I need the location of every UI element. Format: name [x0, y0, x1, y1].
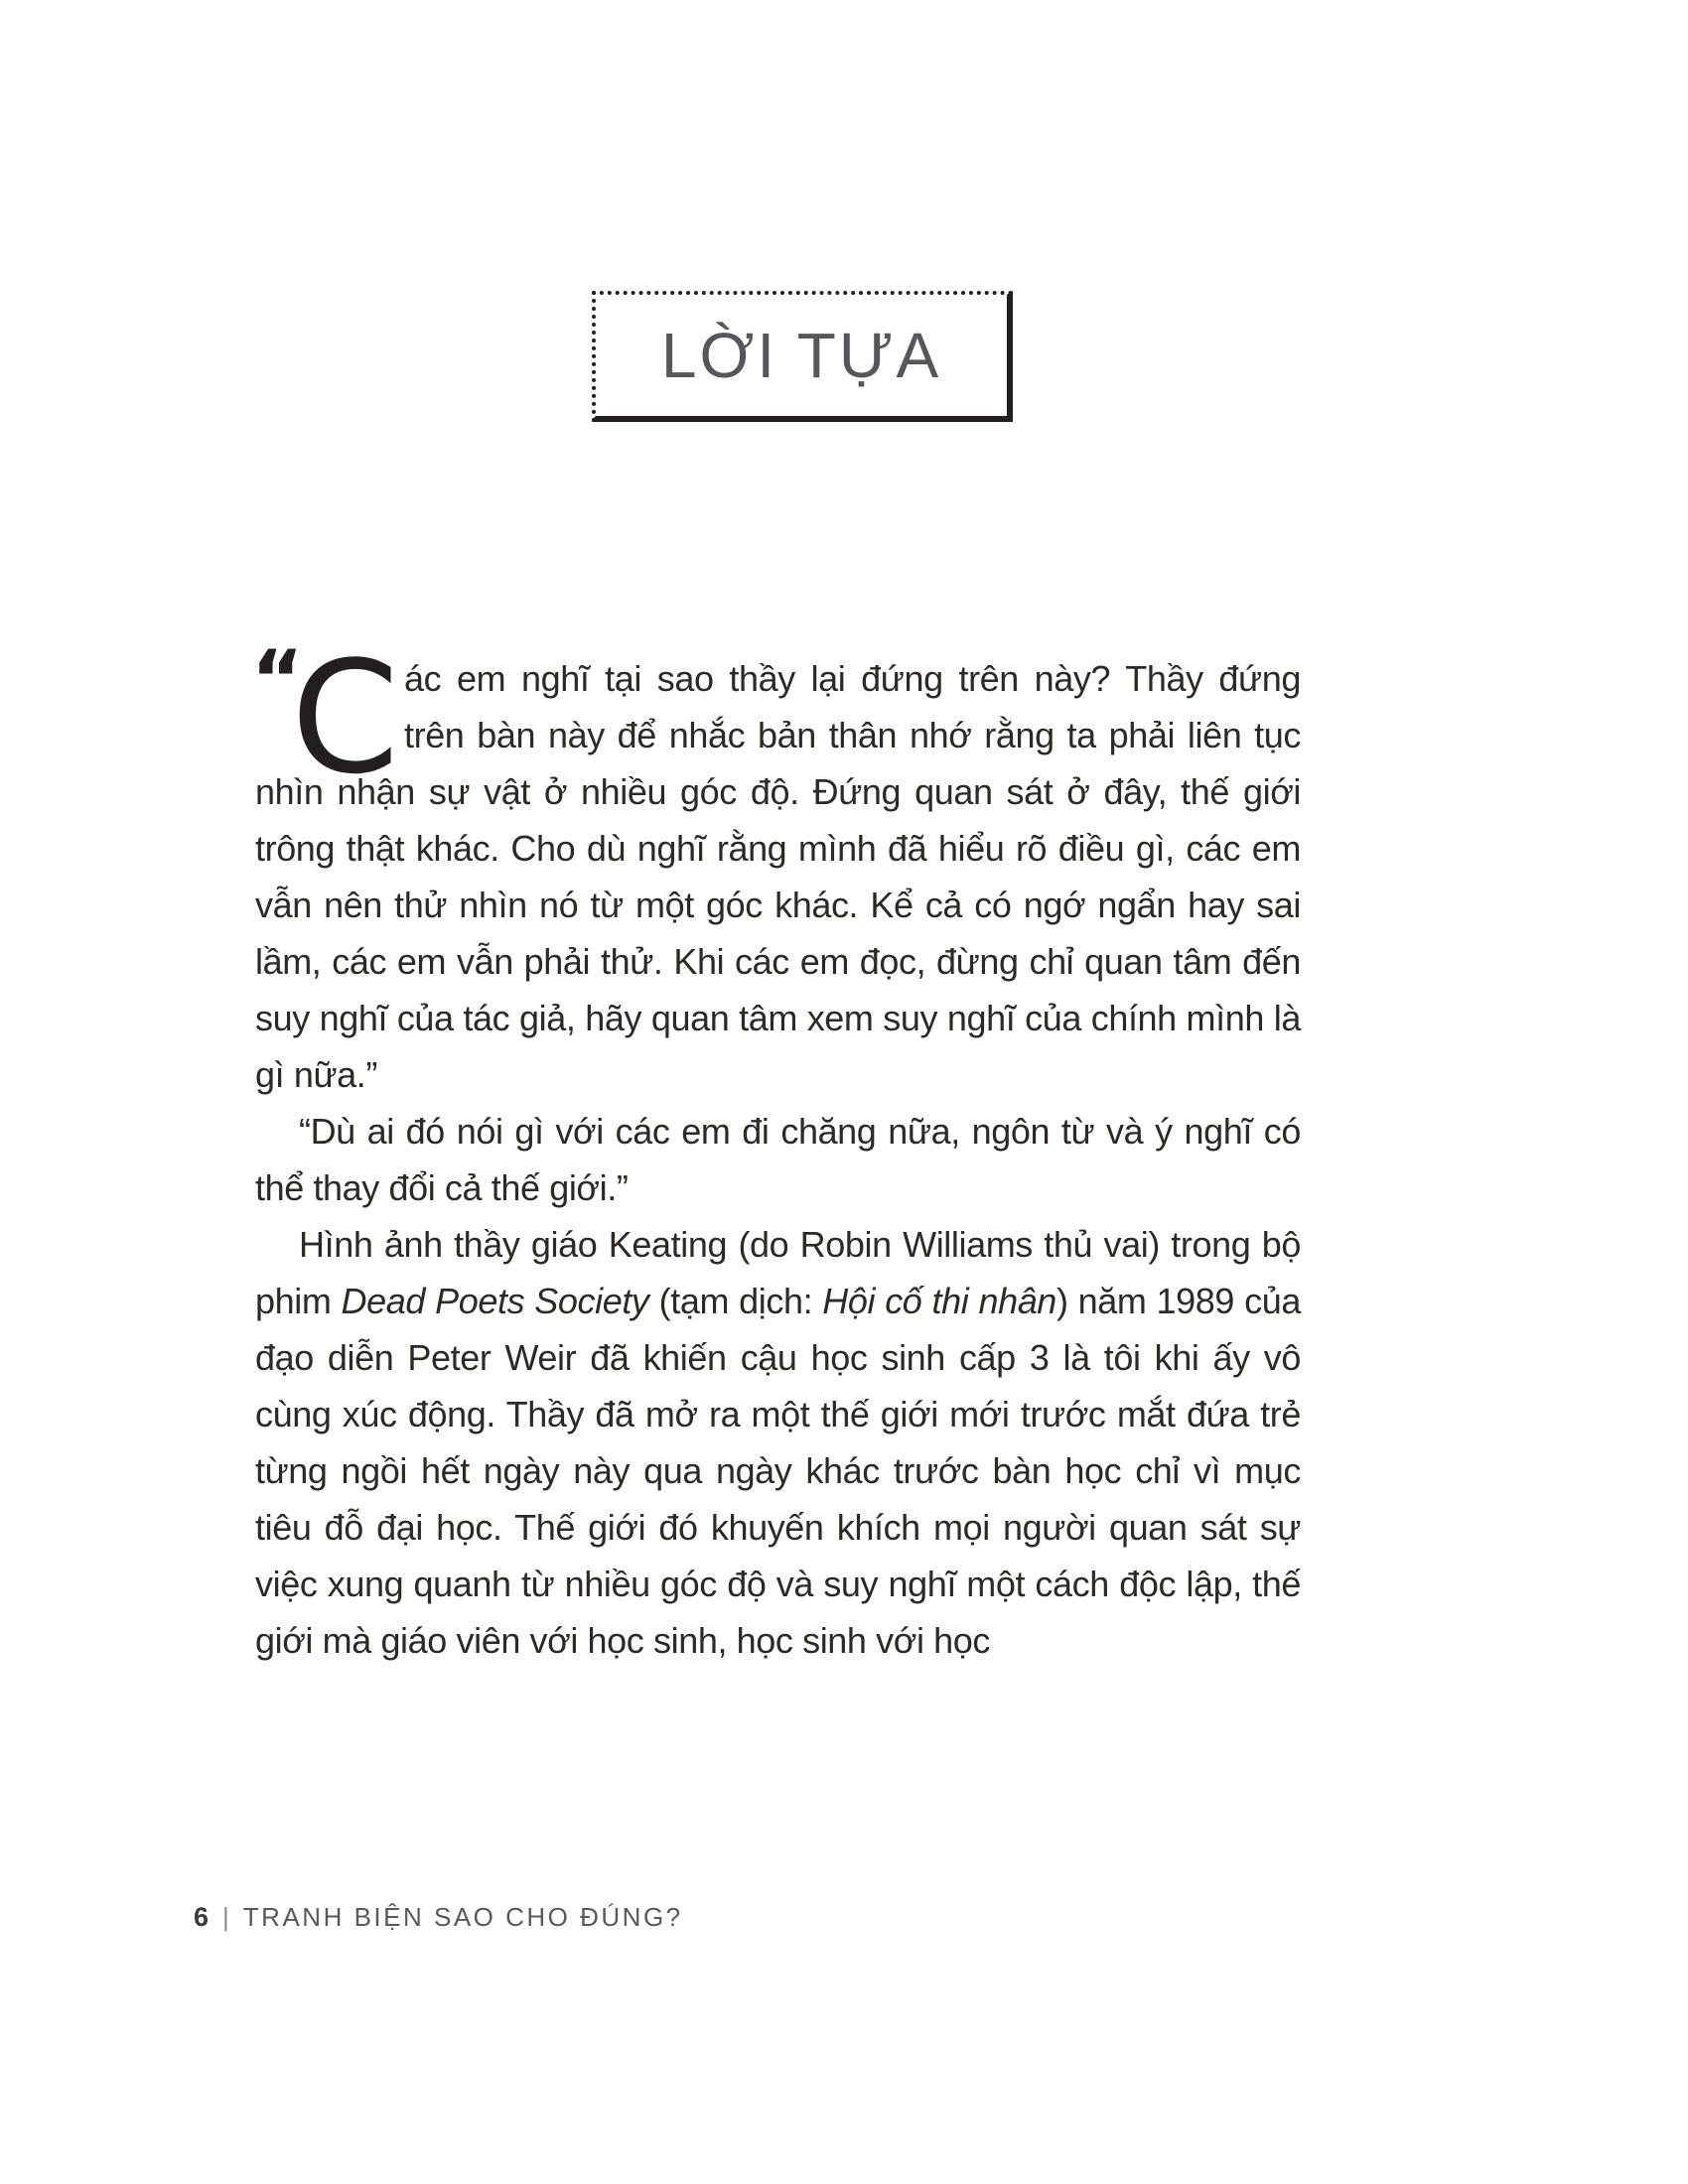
drop-cap-box	[291, 627, 399, 808]
opening-quote-paragraph	[251, 627, 1301, 1103]
paragraph-text: ác em nghĩ tại sao thầy lại đứng trên này? Thầy đứng trên bàn này để nhắc bản thân nhớ rằng ta phải liên tục nhìn nhận sự vật ở nhiều góc độ. Đứng quan sát ở đây, thế giới trông thật khác. Cho dù nghĩ rằng mình đã hiểu rõ điều gì, các em vẫn nên thử nhìn nó từ một góc khác. Kể cả có ngớ ngẩn hay sai lầm, các em vẫn phải thử. Khi các em đọc, đừng chỉ quan tâm đến suy nghĩ của tác giả, hãy quan tâm xem suy nghĩ của chính mình là gì nữa.”	[255, 658, 1301, 1095]
opening-quote-mark-box	[251, 633, 304, 726]
chapter-title-box	[592, 291, 1013, 422]
book-title: TRANH BIỆN SAO CHO ĐÚNG?	[242, 1902, 683, 1932]
opening-quote-mark: “	[251, 633, 304, 726]
drop-cap: C	[291, 627, 399, 808]
paragraph-segment: Hình ảnh thầy giáo Keating (do Robin Williams thủ vai) trong bộ phim	[255, 1224, 1301, 1321]
preface-content	[251, 627, 1301, 1669]
chapter-title: LỜI TỰA	[660, 320, 942, 391]
paragraph-segment: ) năm 1989 của đạo diễn Peter Weir đã khiến cậu học sinh cấp 3 là tôi khi ấy vô cùng xúc động. Thầy đã mở ra một thế giới mới trước mắt đứa trẻ từng ngồi hết ngày này qua ngày khác trước bàn học chỉ vì mục tiêu đỗ đại học. Thế giới đó khuyến khích mọi người quan sát sự việc xung quanh từ nhiều góc độ và suy nghĩ một cách độc lập, thế giới mà giáo viên với học sinh, học sinh với học	[255, 1281, 1301, 1661]
body-paragraph	[255, 1216, 1301, 1669]
page-footer	[194, 1902, 683, 1933]
footer-separator: |	[222, 1902, 229, 1932]
second-quote-paragraph: “Dù ai đó nói gì với các em đi chăng nữa, ngôn từ và ý nghĩ có thể thay đổi cả thế giới.”	[255, 1111, 1301, 1208]
movie-title-italic: Dead Poets Society	[341, 1281, 649, 1321]
page-number: 6	[194, 1902, 210, 1932]
translated-title-italic: Hội cố thi nhân	[822, 1281, 1056, 1321]
paragraph-segment: (tạm dịch:	[648, 1281, 823, 1321]
